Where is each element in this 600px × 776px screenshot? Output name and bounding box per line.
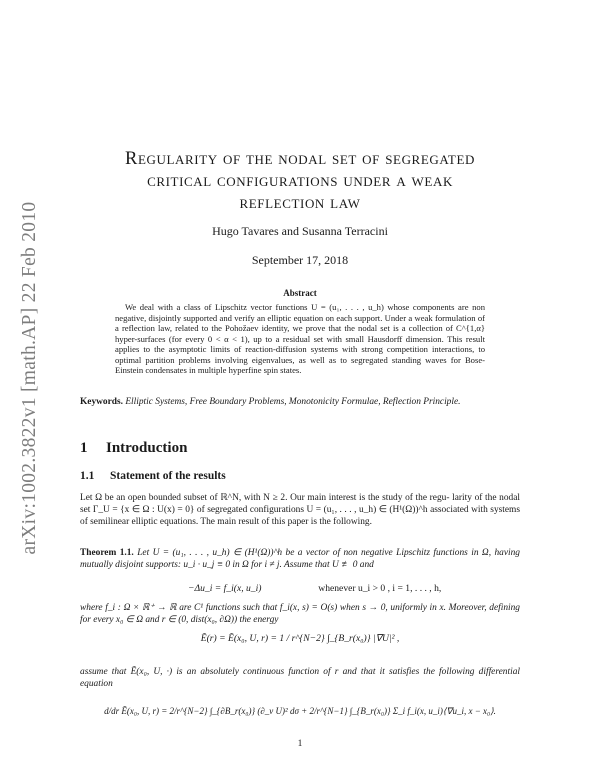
equation-2-text: Ẽ(r) = Ẽ(x₀, U, r) = 1 / r^{N−2} ∫_{B_r(x₀)} |∇U|² , <box>200 633 400 644</box>
theorem-line: in Ω, having mutually disjoint supports: u_i · u_j ≡ 0 in Ω for i ≠ j. Assume that U ≢ 0 and <box>80 548 520 570</box>
intro-line: is the following. <box>310 517 372 527</box>
abstract-line: We deal with a class of Lipschitz vector functions U = (u₁, . . . , u_h) whose components are <box>125 302 469 312</box>
abstract-line: well as to segregated standing waves for Bose-Einstein condensates in multiple hyperfine spin <box>115 354 485 375</box>
abstract-line: weak formulation of a reflection law, related to the Pohožaev identity, we prove that the nodal <box>115 312 485 333</box>
theorem-1-1 <box>80 547 520 571</box>
paper-title <box>80 148 520 214</box>
keywords <box>80 396 520 408</box>
equation-1-condition: whenever u_i > 0 , i = 1, . . . , h, <box>318 583 442 594</box>
intro-line: Let Ω be an open bounded subset of ℝ^N, with N ≥ 2. Our main interest is the study of the regu- <box>80 493 450 503</box>
keywords-label: Keywords. <box>80 397 123 407</box>
title-line-3: reflection law <box>239 193 361 213</box>
abstract-heading: Abstract <box>283 288 317 298</box>
date: September 17, 2018 <box>251 253 349 267</box>
title-line-2: critical configurations under a weak <box>147 171 453 191</box>
theorem-continuation <box>80 602 520 626</box>
subsection-number: 1.1 <box>80 470 95 482</box>
equation-3-text: d/dr Ẽ(x₀, U, r) = 2/r^{N−2} ∫_{∂B_r(x₀)} (∂_ν U)² dσ + 2/r^{N−1} ∫_{B_r(x₀)} Σ_i f_i(x, u_i)⟨∇u_i, x − x₀⟩. <box>104 706 496 716</box>
arxiv-identifier <box>14 178 46 578</box>
equation-1 <box>188 583 441 594</box>
abstract-body <box>115 302 485 376</box>
theorem-line: differential equation <box>80 667 520 689</box>
theorem-continuation-2 <box>80 666 520 690</box>
equation-1-lhs: −Δu_i = f_i(x, u_i) <box>188 583 262 594</box>
intro-line: (H¹(Ω))^h associated with systems of semilinear elliptic equations. The main result of this paper <box>80 505 520 527</box>
page-number: 1 <box>297 739 303 749</box>
abstract-line: states. <box>280 365 302 375</box>
abstract-line: Hausdorff dimension. This result applies to the asymptotic limits of reaction-diffusion systems <box>115 333 485 354</box>
subsection-title: Statement of the results <box>110 470 226 482</box>
theorem-line: Let U = (u₁, . . . , u_h) ∈ (H¹(Ω))^h be a vector of non negative Lipschitz functions <box>137 548 468 558</box>
theorem-label: Theorem 1.1. <box>80 548 134 558</box>
abstract-line: non negative, disjointly supported and verify an elliptic equation on each support. Under a <box>115 302 485 323</box>
section-title: Introduction <box>106 440 188 456</box>
equation-2 <box>80 633 520 644</box>
section-number: 1 <box>80 440 88 456</box>
authors: Hugo Tavares and Susanna Terracini <box>212 224 388 238</box>
theorem-line: Moreover, defining for every x₀ ∈ Ω and r ∈ (0, dist(x₀, ∂Ω)) the energy <box>80 603 520 625</box>
abstract-line: set is a collection of C^{1,α} hyper-surfaces (for every 0 < α < 1), up to a residual set with small <box>115 323 486 344</box>
arxiv-id-text: arXiv:1002.3822v1 [math.AP] 22 Feb 2010 <box>19 201 40 555</box>
keywords-text: Elliptic Systems, Free Boundary Problems, Monotonicity Formulae, Reflection Principle. <box>125 397 461 407</box>
theorem-line: assume that Ẽ(x₀, U, ·) is an absolutely continuous function of r and that it satisfies the following <box>80 667 475 677</box>
equation-3 <box>80 706 520 717</box>
intro-line: larity of the nodal set Γ_U = {x ∈ Ω : U(x) = 0} of segregated configurations U = (u₁, . . . , u_h) ∈ <box>80 493 520 515</box>
intro-paragraph <box>80 492 520 528</box>
theorem-line: where f_i : Ω × ℝ⁺ → ℝ are C¹ functions such that f_i(x, s) = O(s) when s → 0, uniformly in x. <box>80 603 446 613</box>
section-heading <box>80 440 187 457</box>
subsection-heading <box>80 470 226 482</box>
abstract-line: with strong competition interactions, to optimal partition problems involving eigenvalues, as <box>115 344 485 365</box>
title-line-1: Regularity of the nodal set of segregated <box>125 149 475 169</box>
